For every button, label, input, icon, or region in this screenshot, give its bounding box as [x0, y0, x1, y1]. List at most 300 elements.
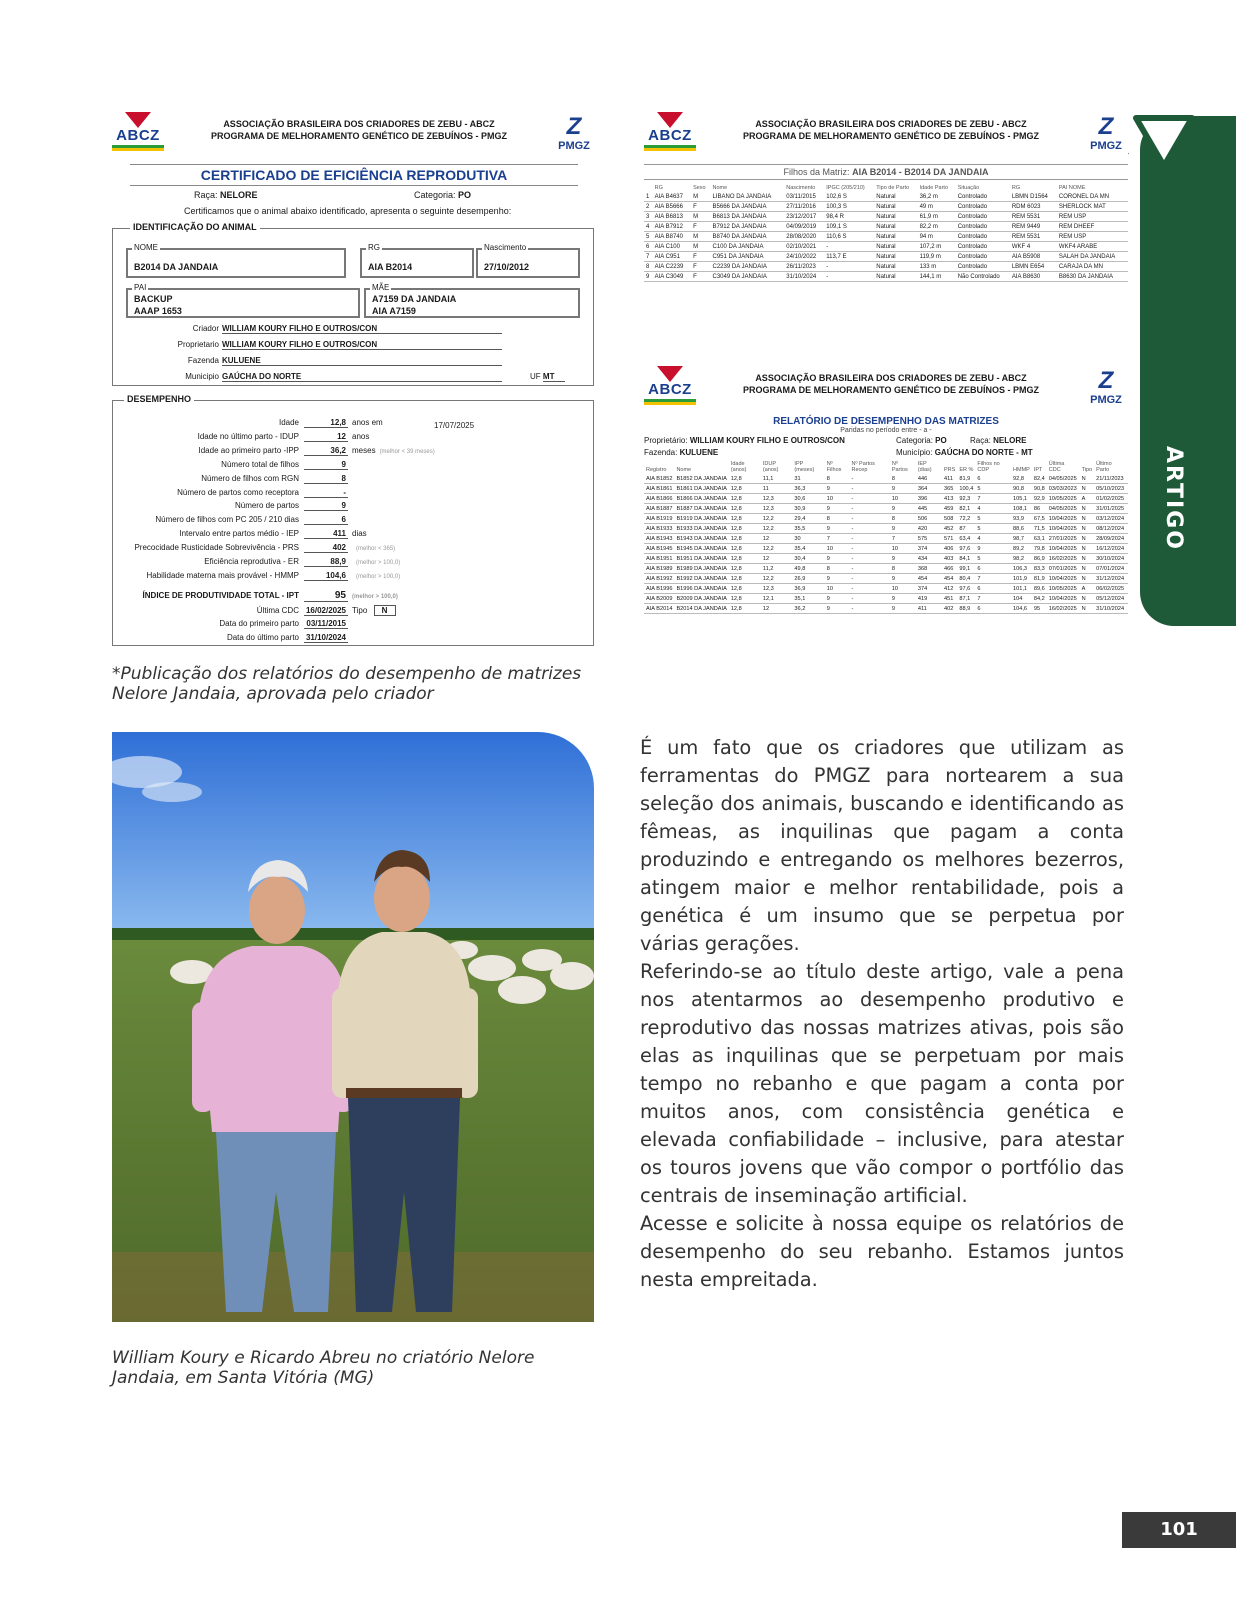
table-cell: 93,9 — [1011, 514, 1032, 524]
table-cell: 12,3 — [761, 504, 793, 514]
table-cell: REM DHEEF — [1057, 222, 1128, 232]
table-cell: 79,8 — [1033, 545, 1045, 552]
table-cell: 12,8 — [729, 494, 761, 504]
table-cell: 81,9 — [1033, 575, 1045, 582]
table-cell: Não Controlado — [956, 272, 1010, 282]
table-cell: 8 — [825, 564, 850, 574]
table-cell: 67,5 — [1033, 515, 1045, 522]
table-cell: 07/01/2024 — [1094, 564, 1128, 574]
table-cell: 100,4 — [957, 484, 975, 494]
table-cell: 89,6 — [1033, 585, 1045, 592]
table-cell: 6 — [975, 564, 1011, 574]
section-tab — [1140, 116, 1236, 626]
paragraph: Acesse e solicite à nossa equipe os relatórios de desempenho do seu rebanho. Estamos juntos nesta empreitada. — [640, 1212, 1124, 1291]
table-cell: - — [850, 484, 890, 494]
table-cell: Natural — [874, 232, 917, 242]
table-cell: 12,2 — [761, 514, 793, 524]
table-cell: AIA B1861 — [646, 485, 673, 492]
table-cell: 12,8 — [729, 584, 761, 594]
table-cell: AIA B7912 — [653, 222, 691, 232]
table-cell: 10/05/2025 — [1047, 494, 1080, 504]
table-cell: 374 — [916, 544, 942, 554]
table-cell: 110,6 S — [824, 232, 874, 242]
table-cell: 8 — [890, 564, 916, 574]
table-cell: 84,2 — [1033, 595, 1045, 602]
column-header: ER % — [959, 467, 974, 473]
table-cell: - — [824, 242, 874, 252]
table-cell: 11,2 — [761, 564, 793, 574]
table-cell: 21/11/2023 — [1094, 474, 1128, 484]
table-cell: 63,1 — [1033, 535, 1045, 542]
table-cell: 7 — [644, 252, 653, 262]
table-cell: 04/09/2019 — [784, 222, 824, 232]
table-cell: 31/01/2025 — [1094, 504, 1128, 514]
column-header: Última CDC — [1048, 461, 1065, 473]
table-cell: 451 — [942, 594, 957, 604]
table-cell: 12,1 — [761, 594, 793, 604]
table-cell: M — [691, 232, 710, 242]
table-cell: 71,5 — [1033, 525, 1045, 532]
performance-row: Idade ao primeiro parto -IPP 36,2 meses (melhor < 39 meses) — [198, 445, 435, 455]
table-cell: 31/10/2024 — [1094, 604, 1128, 614]
table-cell: 10 — [890, 584, 916, 594]
table-cell: REM USP — [1057, 212, 1128, 222]
docs-caption: *Publicação dos relatórios do desempenho de matrizes Nelore Jandaia, aprovada pelo criador — [112, 664, 582, 704]
table-cell: 7 — [975, 594, 1011, 604]
relatorio-subtitle: Paridas no período entre - a - — [840, 427, 932, 434]
table-row — [644, 474, 1128, 484]
table-cell: B1996 DA JANDAIA — [676, 585, 727, 592]
table-cell: A — [1080, 584, 1095, 594]
table-cell: 9 — [890, 554, 916, 564]
table-row — [644, 272, 1128, 282]
table-cell: B1989 DA JANDAIA — [676, 565, 727, 572]
table-cell: F — [691, 262, 710, 272]
table-cell: 36,2 m — [918, 192, 956, 202]
table-cell: 9 — [890, 604, 916, 614]
table-cell: 8 — [890, 474, 916, 484]
column-header: IEP (dias) — [917, 461, 932, 473]
table-cell: 411 — [942, 474, 957, 484]
table-cell: 95 — [1032, 604, 1047, 614]
table-cell: N — [1080, 524, 1095, 534]
table-cell: B2009 DA JANDAIA — [676, 595, 727, 602]
table-cell: 12,8 — [729, 604, 761, 614]
table-cell: 01/02/2025 — [1094, 494, 1128, 504]
table-cell: F — [691, 272, 710, 282]
table-cell: M — [691, 212, 710, 222]
table-cell: 5 — [975, 514, 1011, 524]
column-header: IPT — [1033, 467, 1043, 473]
table-cell: Controlado — [956, 232, 1010, 242]
table-cell: N — [1080, 504, 1095, 514]
column-header: Último Parto — [1096, 461, 1112, 473]
table-row — [644, 192, 1128, 202]
table-cell: 10 — [890, 494, 916, 504]
table-cell: 88,6 — [1011, 524, 1032, 534]
table-cell: 452 — [942, 524, 957, 534]
table-cell: - — [850, 494, 890, 504]
table-cell: 24/10/2022 — [784, 252, 824, 262]
table-cell: - — [850, 524, 890, 534]
table-cell: 12 — [761, 604, 793, 614]
table-cell: 12,3 — [761, 584, 793, 594]
org-name: ASSOCIAÇÃO BRASILEIRA DOS CRIADORES DE ZEBU - ABCZ PROGRAMA DE MELHORAMENTO GENÉTICO DE ZEBUÍNOS - PMGZ — [742, 119, 1039, 141]
table-cell: B1943 DA JANDAIA — [676, 535, 727, 542]
table-row — [644, 594, 1128, 604]
table-cell: B7912 DA JANDAIA — [711, 222, 785, 232]
table-cell: 6 — [975, 604, 1011, 614]
table-cell: AIA B8740 — [653, 232, 691, 242]
table-cell: 9 — [644, 272, 653, 282]
ipt-row: ÍNDICE DE PRODUTIVIDADE TOTAL - IPT 95 (melhor > 100,0) — [142, 590, 398, 601]
table-cell: 27/11/2016 — [784, 202, 824, 212]
table-cell: Natural — [874, 202, 917, 212]
table-cell: 100,3 S — [824, 202, 874, 212]
table-cell: 9 — [825, 504, 850, 514]
table-cell: 29,4 — [792, 514, 824, 524]
table-cell: 72,2 — [957, 514, 975, 524]
table-cell: F — [691, 202, 710, 212]
table-cell: AIA B1945 — [646, 545, 673, 552]
table-cell: AIA C951 — [653, 252, 691, 262]
table-cell: 97,6 — [957, 544, 975, 554]
table-cell: 86 — [1032, 504, 1047, 514]
pmgz-logo-icon: Z PMGZ — [558, 113, 590, 152]
table-cell: 7 — [825, 534, 850, 544]
table-cell: B8740 DA JANDAIA — [711, 232, 785, 242]
table-cell: 82,2 m — [918, 222, 956, 232]
table-cell: 03/12/2024 — [1094, 514, 1128, 524]
table-row — [644, 262, 1128, 272]
table-row — [644, 242, 1128, 252]
table-cell: 86,9 — [1033, 555, 1045, 562]
table-cell: 7 — [890, 534, 916, 544]
table-cell: 113,7 E — [824, 252, 874, 262]
filhos-title: Filhos da Matriz: AIA B2014 - B2014 DA JANDAIA — [644, 164, 1128, 180]
column-header: Nome — [712, 185, 728, 191]
paragraph: Referindo-se ao título deste artigo, vale a pena nos atentarmos ao desempenho produtivo e reprodutivo das nossas matrizes ativas, pois são elas as inquilinas que se perpetuam por mais tempo no rebanho e que pagam a conta por muitos anos, com consistência genética e elevada confiabilidade – inclusive, para atestar os touros jovens que vão compor o portfólio das centrais de inseminação artificial. — [640, 960, 1124, 1207]
table-cell: 102,6 S — [824, 192, 874, 202]
table-cell: Controlado — [956, 212, 1010, 222]
performance-row: Número de filhos com RGN 8 — [201, 473, 346, 483]
table-row — [644, 202, 1128, 212]
table-cell: 144,1 m — [918, 272, 956, 282]
paragraph: É um fato que os criadores que utilizam as ferramentas do PMGZ para nortearem a sua seleção dos animais, buscando e identificando as fêmeas, as inquilinas que pagam a conta produzindo e entregando os melhores bezerros, atingem maior e melhor rentabilidade, pois a genética é um insumo que se perpetua por várias gerações. — [640, 736, 1124, 955]
table-cell: - — [850, 594, 890, 604]
table-row — [644, 514, 1128, 524]
table-cell: - — [850, 574, 890, 584]
table-cell: 30 — [792, 534, 824, 544]
table-cell: 104,6 — [1011, 604, 1032, 614]
table-row — [644, 484, 1128, 494]
table-cell: 28/08/2020 — [784, 232, 824, 242]
table-cell: 454 — [942, 574, 957, 584]
table-cell: AIA B2014 — [646, 605, 673, 612]
photo-illustration — [112, 732, 594, 1322]
table-cell: 571 — [942, 534, 957, 544]
id-section-title: IDENTIFICAÇÃO DO ANIMAL — [130, 222, 260, 232]
table-cell: 98,2 — [1011, 554, 1032, 564]
table-cell: 9 — [825, 554, 850, 564]
table-cell: AIA B4637 — [653, 192, 691, 202]
table-cell: B1861 DA JANDAIA — [676, 485, 727, 492]
table-cell: Controlado — [956, 252, 1010, 262]
table-cell: 02/10/2021 — [784, 242, 824, 252]
table-cell: 12,2 — [761, 544, 793, 554]
section-tab-label: ARTIGO — [1161, 446, 1186, 551]
performance-row: Idade no último parto - IDUP 12 anos — [197, 431, 370, 441]
table-cell: 412 — [942, 584, 957, 594]
table-cell: 26,9 — [792, 574, 824, 584]
org-name: ASSOCIAÇÃO BRASILEIRA DOS CRIADORES DE ZEBU - ABCZ PROGRAMA DE MELHORAMENTO GENÉTICO DE ZEBUÍNOS - PMGZ — [210, 119, 507, 141]
raca-line: Raça: NELORE — [194, 190, 258, 200]
table-cell: 9 — [890, 484, 916, 494]
table-cell: 368 — [916, 564, 942, 574]
certificate-document — [112, 112, 596, 648]
column-header: Registro — [646, 467, 667, 473]
table-row — [644, 252, 1128, 262]
table-cell: 27/01/2025 — [1047, 534, 1080, 544]
column-header: Nome — [676, 467, 692, 473]
table-cell: Natural — [874, 192, 917, 202]
table-cell: 03/03/2023 — [1047, 484, 1080, 494]
table-cell: 12 — [761, 534, 793, 544]
cdc-row: Última CDC 16/02/2025 Tipo N — [124, 605, 396, 616]
column-header: IDUP (anos) — [762, 461, 779, 473]
column-header: PAI NOME — [1058, 185, 1086, 191]
table-row — [644, 494, 1128, 504]
criador-line: Criador WILLIAM KOURY FILHO E OUTROS/CON — [112, 324, 502, 334]
performance-row: Intervalo entre partos médio - IEP 411 dias — [179, 529, 367, 539]
table-cell: 04/05/2025 — [1047, 474, 1080, 484]
table-cell: 83,3 — [1033, 565, 1045, 572]
relatorio-title: RELATÓRIO DE DESEMPENHO DAS MATRIZES — [773, 416, 999, 427]
table-cell: N — [1080, 564, 1095, 574]
table-cell: 88,9 — [957, 604, 975, 614]
table-cell: AIA B8630 — [1010, 272, 1057, 282]
table-cell: 98,4 R — [824, 212, 874, 222]
table-cell: 11,1 — [761, 474, 793, 484]
table-cell: - — [850, 584, 890, 594]
table-cell: AIA B1951 — [646, 555, 673, 562]
table-cell: B8630 DA JANDAIA — [1057, 272, 1128, 282]
table-cell: 133 m — [918, 262, 956, 272]
pai-field: PAI BACKUP AAAP 1653 — [126, 288, 360, 318]
table-cell: 396 — [916, 494, 942, 504]
ultimo-parto-row: Data do último parto 31/10/2024 — [226, 633, 346, 642]
table-cell: B5666 DA JANDAIA — [711, 202, 785, 212]
table-cell: LBMN E654 — [1010, 262, 1057, 272]
primeiro-parto-row: Data do primeiro parto 03/11/2015 — [219, 619, 346, 628]
table-cell: 89,2 — [1011, 544, 1032, 554]
table-cell: - — [850, 514, 890, 524]
mae-field: MÃE A7159 DA JANDAIA AIA A7159 — [364, 288, 580, 318]
table-cell: 10 — [825, 544, 850, 554]
table-cell: 4 — [644, 222, 653, 232]
table-cell: C3049 DA JANDAIA — [711, 272, 785, 282]
table-cell: 82,4 — [1033, 475, 1045, 482]
table-cell: WKF4 ARABE — [1057, 242, 1128, 252]
table-cell: 12,8 — [729, 564, 761, 574]
nome-field: NOME B2014 DA JANDAIA — [126, 248, 346, 278]
table-cell: 11 — [761, 484, 793, 494]
doc-header — [644, 112, 1128, 160]
column-header: Situação — [957, 185, 980, 191]
table-cell: Controlado — [956, 192, 1010, 202]
table-cell: 466 — [942, 564, 957, 574]
table-cell: - — [850, 474, 890, 484]
photo-farmers — [112, 732, 594, 1322]
table-cell: N — [1080, 544, 1095, 554]
column-header: Tipo de Parto — [876, 185, 910, 191]
table-cell: 30,9 — [792, 504, 824, 514]
table-cell: 434 — [916, 554, 942, 564]
org-name: ASSOCIAÇÃO BRASILEIRA DOS CRIADORES DE ZEBU - ABCZ PROGRAMA DE MELHORAMENTO GENÉTICO DE ZEBUÍNOS - PMGZ — [742, 373, 1039, 395]
table-cell: Natural — [874, 272, 917, 282]
table-cell: 81,9 — [957, 474, 975, 484]
table-cell: 61,9 m — [918, 212, 956, 222]
table-cell: 80,4 — [957, 574, 975, 584]
column-header: Nascimento — [786, 185, 816, 191]
certificate-title: CERTIFICADO DE EFICIÊNCIA REPRODUTIVA — [130, 164, 578, 186]
table-cell: AIA B1887 — [646, 505, 673, 512]
performance-row: Número total de filhos 9 — [221, 459, 346, 469]
table-cell: 575 — [916, 534, 942, 544]
table-row — [644, 534, 1128, 544]
table-cell: 454 — [916, 574, 942, 584]
table-cell: 05/10/2023 — [1094, 484, 1128, 494]
table-cell: 10/04/2025 — [1047, 524, 1080, 534]
pmgz-logo-icon: Z PMGZ — [1090, 113, 1122, 152]
table-cell: 36,2 — [792, 604, 824, 614]
table-cell: 30,6 — [792, 494, 824, 504]
table-cell: 06/02/2025 — [1094, 584, 1128, 594]
table-cell: 101,9 — [1011, 574, 1032, 584]
table-cell: 49 m — [918, 202, 956, 212]
filhos-document — [644, 112, 1128, 322]
table-cell: N — [1080, 484, 1095, 494]
table-cell: 374 — [916, 584, 942, 594]
table-cell: N — [1080, 534, 1095, 544]
column-header: RG — [654, 185, 663, 191]
table-cell: 36,9 — [792, 584, 824, 594]
column-header: Nº Filhos — [826, 461, 842, 473]
table-cell: REM 5531 — [1010, 232, 1057, 242]
table-cell: 49,8 — [792, 564, 824, 574]
table-cell: 31/10/2024 — [784, 272, 824, 282]
table-cell: 12,2 — [761, 574, 793, 584]
table-cell: 31 — [792, 474, 824, 484]
table-cell: 3 — [644, 212, 653, 222]
table-cell: 106,3 — [1011, 564, 1032, 574]
abcz-logo-icon: ABCZ — [112, 112, 164, 154]
column-header: PRS — [944, 467, 956, 473]
desempenho-title: DESEMPENHO — [124, 394, 194, 404]
column-header: Idade Parto — [919, 185, 949, 191]
table-cell: C2239 DA JANDAIA — [711, 262, 785, 272]
table-cell: 30/10/2024 — [1094, 554, 1128, 564]
table-cell: 99,1 — [957, 564, 975, 574]
table-cell: F — [691, 222, 710, 232]
table-cell: B1887 DA JANDAIA — [676, 505, 727, 512]
table-cell: 9 — [825, 604, 850, 614]
municipio-line: Municipio GAÚCHA DO NORTE — [112, 372, 502, 382]
table-cell: 12,8 — [729, 524, 761, 534]
table-cell: 36,3 — [792, 484, 824, 494]
table-cell: 10 — [825, 494, 850, 504]
table-cell: 9 — [890, 574, 916, 584]
table-cell: - — [850, 554, 890, 564]
table-row — [644, 212, 1128, 222]
table-cell: WKF 4 — [1010, 242, 1057, 252]
performance-row: Número de partos 9 — [234, 501, 346, 511]
table-cell: 9 — [825, 484, 850, 494]
column-header: Nº Partos Recep — [851, 461, 875, 473]
table-cell: 413 — [942, 494, 957, 504]
performance-row: Precocidade Rusticidade Sobrevivência - PRS 402 (melhor < 365) — [134, 543, 396, 553]
table-cell: REM USP — [1057, 232, 1128, 242]
table-cell: 5 — [975, 484, 1011, 494]
table-cell: AIA B1919 — [646, 515, 673, 522]
table-cell: AIA B1996 — [646, 585, 673, 592]
table-row — [644, 564, 1128, 574]
table-cell: Natural — [874, 222, 917, 232]
table-cell: 23/12/2017 — [784, 212, 824, 222]
performance-row: Número de partos como receptora - — [177, 487, 346, 497]
table-cell: 9 — [825, 524, 850, 534]
table-cell: 9 — [975, 544, 1011, 554]
table-cell: 63,4 — [957, 534, 975, 544]
table-cell: N — [1080, 574, 1095, 584]
table-cell: 119,9 m — [918, 252, 956, 262]
table-cell: 12,2 — [761, 524, 793, 534]
column-header: IPGC (205/210) — [826, 185, 865, 191]
table-cell: 101,1 — [1011, 584, 1032, 594]
table-cell: 105,1 — [1011, 494, 1032, 504]
table-cell: 12,8 — [729, 504, 761, 514]
table-cell: - — [824, 262, 874, 272]
table-cell: 107,2 m — [918, 242, 956, 252]
table-cell: A — [1080, 494, 1095, 504]
table-cell: Natural — [874, 212, 917, 222]
table-cell: Controlado — [956, 222, 1010, 232]
table-cell: 446 — [916, 474, 942, 484]
table-cell: 109,1 S — [824, 222, 874, 232]
table-cell: 92,3 — [957, 494, 975, 504]
table-cell: B1992 DA JANDAIA — [676, 575, 727, 582]
table-cell: 1 — [644, 192, 653, 202]
table-cell: 07/01/2025 — [1047, 564, 1080, 574]
table-cell: 03/11/2015 — [784, 192, 824, 202]
column-header: IPP (meses) — [794, 461, 815, 473]
table-cell: 30,4 — [792, 554, 824, 564]
table-cell: CORONEL DA MN — [1057, 192, 1128, 202]
table-cell: 10/04/2025 — [1047, 544, 1080, 554]
table-cell: Natural — [874, 242, 917, 252]
uf-line: UF MT — [530, 372, 565, 382]
article-body — [640, 734, 1124, 1294]
table-cell: - — [850, 544, 890, 554]
table-cell: - — [850, 604, 890, 614]
table-cell: 31/12/2024 — [1094, 574, 1128, 584]
table-cell: 8 — [825, 514, 850, 524]
performance-row: Número de filhos com PC 205 / 210 dias 6 — [155, 515, 346, 525]
table-cell: 5 — [975, 554, 1011, 564]
page-number: 101 — [1122, 1512, 1236, 1548]
table-cell: - — [850, 504, 890, 514]
table-cell: 403 — [942, 554, 957, 564]
